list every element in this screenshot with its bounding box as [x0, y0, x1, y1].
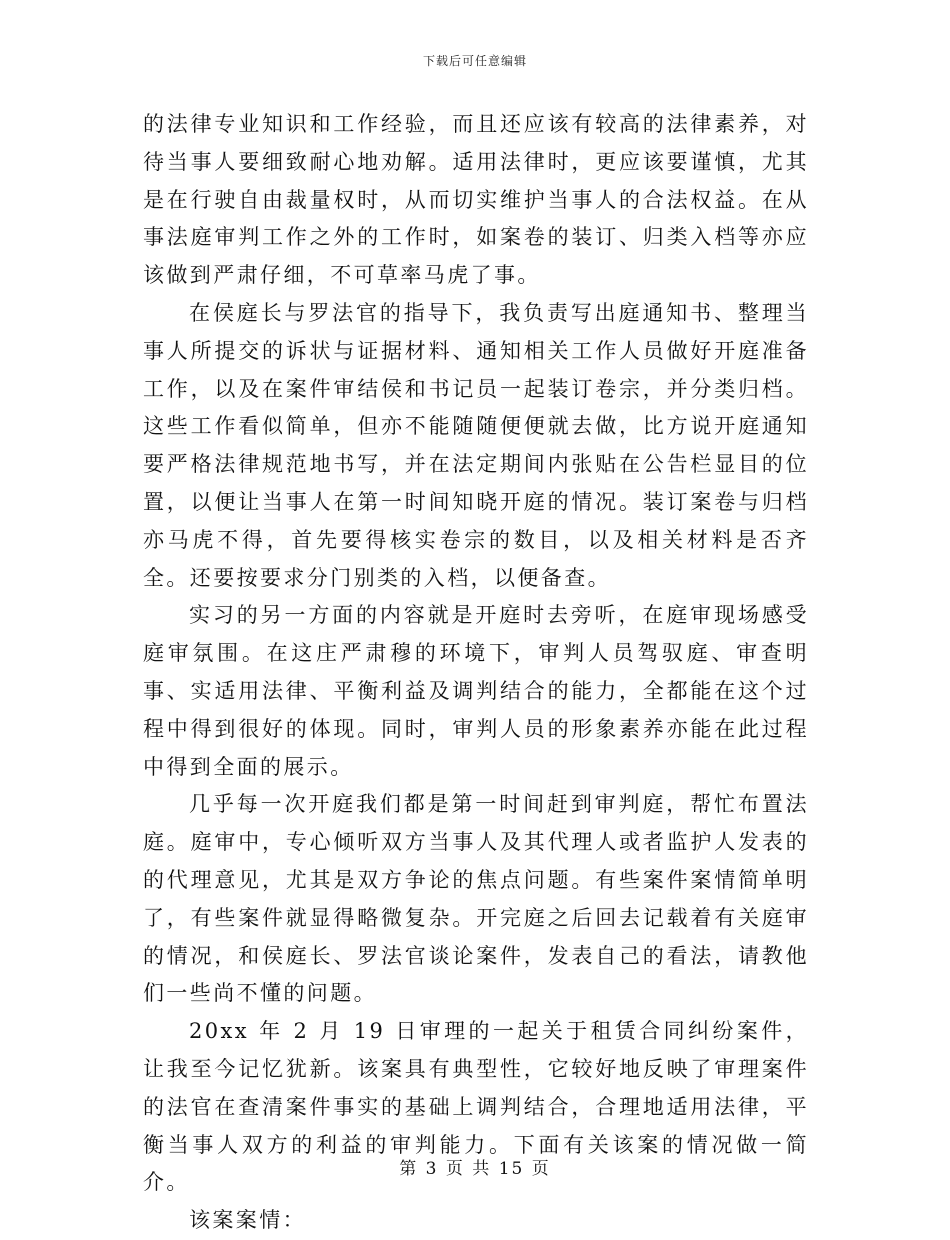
paragraph-4: 几乎每一次开庭我们都是第一时间赶到审判庭，帮忙布置法庭。庭审中，专心倾听双方当事人及其代理人或者监护人发表的的代理意见，尤其是双方争论的焦点问题。有些案件案情简单明了，有些案件就显得略微复杂。开完庭之后回去记载着有关庭审的情况，和侯庭长、罗法官谈论案件，发表自己的看法，请教他们一些尚不懂的问题。	[143, 792, 809, 1006]
document-body	[143, 106, 809, 1240]
paragraph-3: 实习的另一方面的内容就是开庭时去旁听，在庭审现场感受庭审氛围。在这庄严肃穆的环境下，审判人员驾驭庭、审查明事、实适用法律、平衡利益及调判结合的能力，全都能在这个过程中得到很好的体现。同时，审判人员的形象素养亦能在此过程中得到全面的展示。	[143, 603, 809, 779]
paragraph-6: 该案案情：	[189, 1208, 306, 1233]
page-header: 下载后可任意编辑	[422, 54, 527, 68]
page-number-footer: 第 3 页 共 15 页	[399, 1159, 551, 1179]
paragraph-5: 20xx 年 2 月 19 日审理的一起关于租赁合同纠纷案件，让我至今记忆犹新。该案具有典型性，它较好地反映了审理案件的法官在查清案件事实的基础上调判结合，合理地适用法律，平衡当事人双方的利益的审判能力。下面有关该案的情况做一简介。	[143, 1019, 809, 1195]
paragraph-2: 在侯庭长与罗法官的指导下，我负责写出庭通知书、整理当事人所提交的诉状与证据材料、通知相关工作人员做好开庭准备工作，以及在案件审结侯和书记员一起装订卷宗，并分类归档。这些工作看似简单，但亦不能随随便便就去做，比方说开庭通知要严格法律规范地书写，并在法定期间内张贴在公告栏显目的位置，以便让当事人在第一时间知晓开庭的情况。装订案卷与归档亦马虎不得，首先要得核实卷宗的数目，以及相关材料是否齐全。还要按要求分门别类的入档，以便备查。	[143, 300, 809, 590]
paragraph-1: 的法律专业知识和工作经验，而且还应该有较高的法律素养，对待当事人要细致耐心地劝解。适用法律时，更应该要谨慎，尤其是在行驶自由裁量权时，从而切实维护当事人的合法权益。在从事法庭审判工作之外的工作时，如案卷的装订、归类入档等亦应该做到严肃仔细，不可草率马虎了事。	[143, 112, 809, 288]
